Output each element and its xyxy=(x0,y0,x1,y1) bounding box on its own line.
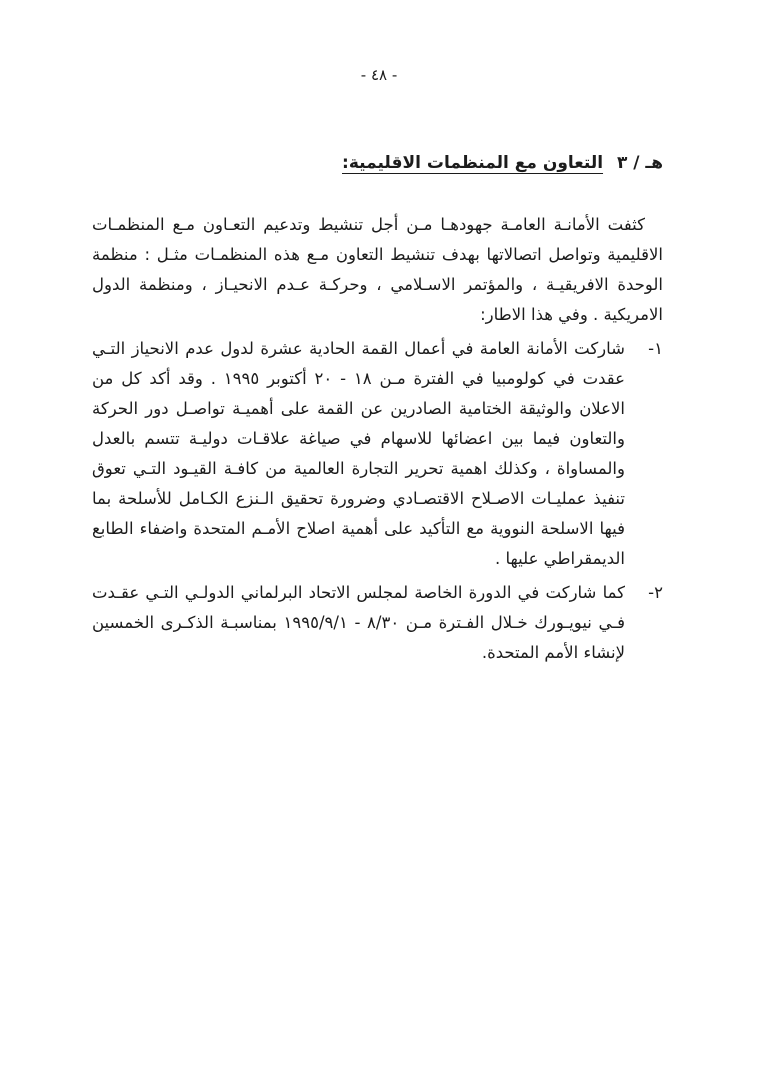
list-item-text: كما شاركت في الدورة الخاصة لمجلس الاتحاد البرلماني الدولـي التـي عقـدت فـي نيويـورك خـلال الفـترة مـن ٨/٣٠ - ١٩٩٥/٩/١ بمناسبـة الذكـرى الخمسين لإنشاء الأمم المتحدة. xyxy=(92,583,625,662)
section-heading-title: التعاون مع المنظمات الاقليمية: xyxy=(342,153,604,173)
section-heading-prefix: هـ / ٣ xyxy=(616,153,663,173)
section-heading xyxy=(92,148,663,178)
document-body xyxy=(92,148,663,668)
page-number: - ٤٨ - xyxy=(360,66,398,84)
list-item xyxy=(92,578,663,668)
list-item xyxy=(92,334,663,574)
list-item-number: ١- xyxy=(648,339,663,358)
intro-paragraph: كثفت الأمانـة العامـة جهودهـا مـن أجل تنشيط وتدعيم التعـاون مـع المنظمـات الاقليمية وتواصل اتصالاتها بهدف تنشيط التعاون مـع هذه المنظمـات مثـل : منظمة الوحدة الافريقيـة ، والمؤتمر الاسـلامي ، وحركـة عـدم الانحيـاز ، ومنظمة الدول الامريكية . وفي هذا الاطار: xyxy=(92,215,663,324)
list-item-number: ٢- xyxy=(648,583,663,602)
list-item-text: شاركت الأمانة العامة في أعمال القمة الحادية عشرة لدول عدم الانحياز التـي عقدت في كولومبيا في الفترة مـن ١٨ - ٢٠ أكتوبر ١٩٩٥ . وقد أكد كل من الاعلان والوثيقة الختامية الصادرين عن القمة على أهميـة تواصـل دور الحركة والتعاون فيما بين اعضائها للاسهام في صياغة علاقـات دوليـة تتسم بالعدل والمساواة ، وكذلك اهمية تحرير التجارة العالمية من كافـة القيـود التـي تعوق تنفيذ عمليـات الاصـلاح الاقتصـادي وضرورة تحقيق الـنزع الكـامل للأسلحة بما فيها الاسلحة النووية مع التأكيد على أهمية اصلاح الأمـم المتحدة واضفاء الطابع الديمقراطي عليها . xyxy=(92,339,625,568)
